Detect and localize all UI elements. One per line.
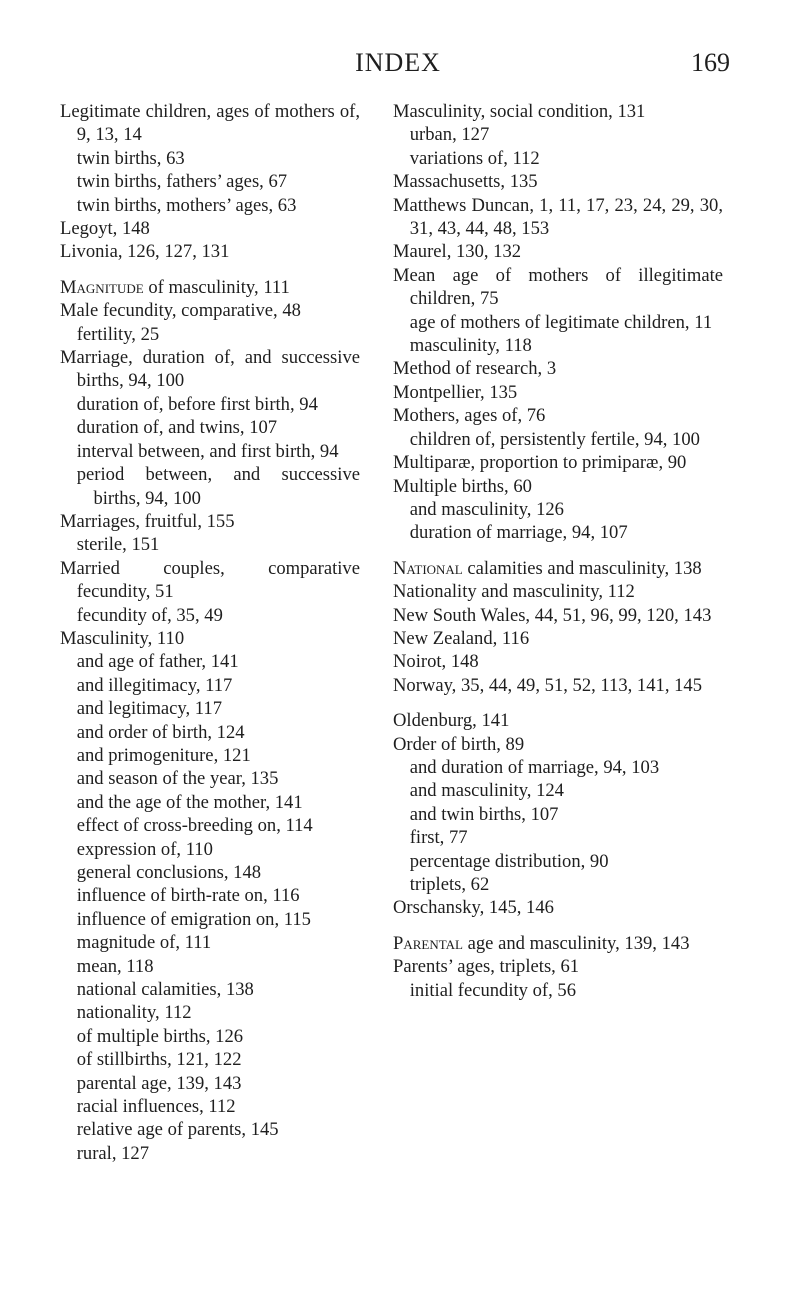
index-subentry: and order of birth, 124 [76,721,245,743]
index-subentry: relative age of parents, 145 [76,1119,279,1141]
index-subentry: effect of cross-breeding on, 114 [76,815,313,837]
index-subentry: masculinity, 118 [409,335,532,357]
index-entry: New South Wales, 44, 51, 96, 99, 120, 143 [393,604,712,626]
index-entry: Multiparæ, proportion to primiparæ, 90 [393,452,687,474]
index-entry: Montpellier, 135 [393,381,518,403]
index-subentry: age of mothers of legitimate children, 11 [409,311,713,333]
index-entry: Parental age and masculinity, 139, 143 [393,932,690,954]
index-subentry: of multiple births, 126 [76,1025,244,1047]
index-entry: Norway, 35, 44, 49, 51, 52, 113, 141, 145 [393,674,703,696]
index-subentry: rural, 127 [76,1142,150,1164]
index-subentry: and primogeniture, 121 [76,744,251,766]
index-subentry: and masculinity, 126 [409,498,564,520]
index-subentry: and season of the year, 135 [76,768,279,790]
index-entry: Orschansky, 145, 146 [393,897,554,919]
index-subentry: and the age of the mother, 141 [76,791,303,813]
index-column-left [60,100,360,1165]
index-entry: Maurel, 130, 132 [393,241,522,263]
index-subentry: twin births, fathers’ ages, 67 [76,171,288,193]
index-subentry: expression of, 110 [76,838,213,860]
index-entry: Marriages, fruitful, 155 [60,510,235,532]
index-subentry: nationality, 112 [76,1002,192,1024]
index-subentry: fecundity of, 35, 49 [76,604,223,626]
index-entry: Livonia, 126, 127, 131 [60,241,230,263]
index-subentry: fertility, 25 [76,323,160,345]
index-entry: Oldenburg, 141 [393,710,510,732]
index-entry: Masculinity, 110 [60,627,185,649]
index-subentry: triplets, 62 [409,874,490,895]
index-subentry: children of, persistently fertile, 94, 100 [409,428,700,450]
index-subentry: first, 77 [409,827,468,849]
index-subentry: urban, 127 [409,124,490,146]
index-subentry: influence of emigration on, 115 [76,908,311,930]
index-entry: Massachusetts, 135 [393,171,538,193]
index-subentry: national calamities, 138 [76,979,254,1001]
running-title: INDEX [355,48,441,77]
index-subentry: and age of father, 141 [76,651,239,673]
index-subentry: and duration of marriage, 94, 103 [409,756,660,778]
index-column-right [393,100,723,1002]
index-subentry: parental age, 139, 143 [76,1072,242,1094]
index-entry: Masculinity, social condition, 131 [393,101,646,122]
index-entry: Method of research, 3 [393,358,557,380]
index-entry: Matthews Duncan, 1, 11, 17, 23, 24, 29, 30, 31, 43, 44, 48, 153 [393,194,723,240]
index-subentry: duration of, and twins, 107 [76,417,278,439]
index-subentry: duration of marriage, 94, 107 [409,522,628,544]
index-subentry: and masculinity, 124 [409,780,564,802]
index-entry: Legoyt, 148 [60,218,150,240]
index-subentry: initial fecundity of, 56 [409,979,577,1001]
index-entry: Order of birth, 89 [393,733,525,755]
index-subentry: mean, 118 [76,955,154,977]
index-entry: Parents’ ages, triplets, 61 [393,956,580,978]
index-subentry: sterile, 151 [76,534,160,556]
index-subentry: magnitude of, 111 [76,932,212,954]
index-subentry: duration of, before first birth, 94 [76,393,318,415]
index-subentry: and legitimacy, 117 [76,698,222,720]
page-number: 169 [691,48,730,77]
index-entry: National calamities and masculinity, 138 [393,557,702,579]
index-entry: Magnitude of masculinity, 111 [60,276,290,298]
index-subentry: twin births, 63 [76,147,185,169]
index-subentry: of stillbirths, 121, 122 [76,1049,242,1071]
index-subentry: period between, and successive births, 94, 100 [76,464,360,509]
index-entry: New Zealand, 116 [393,627,530,649]
index-subentry: variations of, 112 [409,147,540,169]
index-entry: Married couples, comparative fecundity, 51 [60,557,360,603]
index-entry: Mothers, ages of, 76 [393,405,546,427]
index-entry: Male fecundity, comparative, 48 [60,300,301,322]
index-subentry: and illegitimacy, 117 [76,674,233,696]
index-subentry: percentage distribution, 90 [409,850,609,872]
index-entry: Multiple births, 60 [393,475,532,497]
index-subentry: racial influences, 112 [76,1096,236,1118]
index-entry: Marriage, duration of, and successive births, 94, 100 [60,347,360,392]
index-entry: Nationality and masculinity, 112 [393,581,635,603]
index-subentry: twin births, mothers’ ages, 63 [76,194,297,216]
index-entry: Mean age of mothers of illegitimate children, 75 [393,264,723,310]
index-entry: Noirot, 148 [393,651,479,673]
index-subentry: interval between, and first birth, 94 [76,440,339,462]
index-subentry: and twin births, 107 [409,803,559,825]
index-subentry: influence of birth-rate on, 116 [76,885,300,907]
index-subentry: general conclusions, 148 [76,862,262,883]
index-entry: Legitimate children, ages of mothers of, 9, 13, 14 [60,101,360,146]
page-header [66,48,730,88]
